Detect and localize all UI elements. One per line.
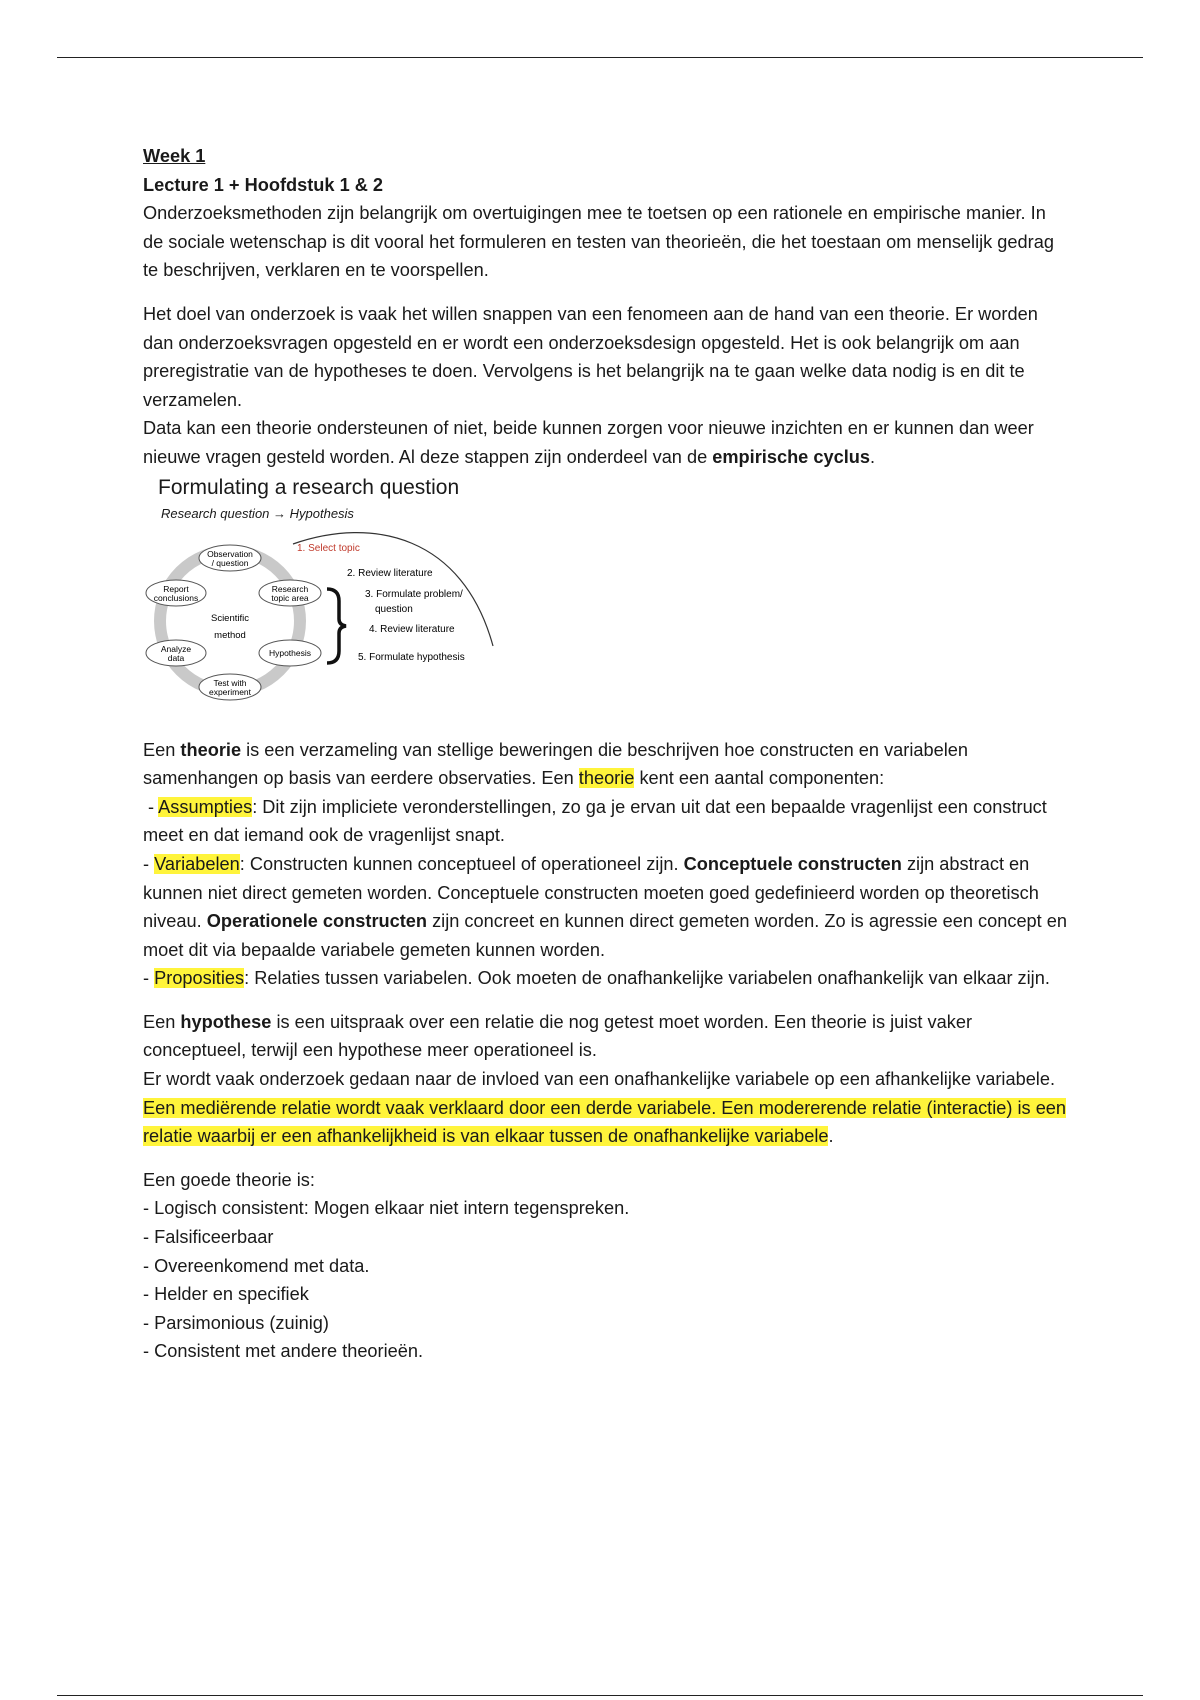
figure-subtitle: Research question → Hypothesis <box>161 505 354 521</box>
svg-text:Analyze: Analyze <box>160 643 192 654</box>
research-question-figure <box>143 476 495 726</box>
figure-title: Formulating a research question <box>158 475 460 499</box>
step-5: 5. Formulate hypothesis <box>358 651 465 663</box>
intro-paragraph: Onderzoeksmethoden zijn belangrijk om overtuigingen mee te toetsen op een rationele en empirische manier. In de sociale wetenschap is dit vooral het formuleren en testen van theorieën, die het toestaan om menselijk gedrag te beschrijven, verklaren en te voorspellen. <box>143 203 1054 281</box>
svg-text:Research: Research <box>271 583 309 594</box>
cycle-node-report <box>146 580 206 606</box>
good-theory-item: - Overeenkomend met data. <box>143 1255 370 1276</box>
mediation-paragraph: Een mediërende relatie wordt vaak verklaard door een derde variabele. Een modererende relatie (interactie) is een relatie waarbij er een afhankelijkheid is van elkaar tussen de onafhankelijke variabele. <box>143 1097 1067 1147</box>
good-theory-item: - Helder en specifiek <box>143 1284 309 1305</box>
good-theory-item: - Consistent met andere theorieën. <box>143 1341 424 1362</box>
svg-text:Observation: Observation <box>207 548 253 559</box>
assumpties-item: - Assumpties: Dit zijn impliciete veronderstellingen, zo ga je ervan uit dat een bepaalde vragenlijst een construct meet en dat iemand ook de vragenlijst snapt. <box>143 796 1047 846</box>
brace-icon <box>327 589 346 663</box>
step-3: 3. Formulate problem/ <box>365 588 463 600</box>
good-theory-item: - Parsimonious (zuinig) <box>143 1312 329 1333</box>
cycle-node-research-topic <box>259 580 321 606</box>
hypothesis-paragraph: Een hypothese is een uitspraak over een relatie die nog getest moet worden. Een theorie is juist vaker conceptueel, terwijl een hypothese meer operationeel is. <box>143 1011 973 1061</box>
good-theory-item: - Logisch consistent: Mogen elkaar niet intern tegenspreken. <box>143 1198 630 1219</box>
svg-text:experiment: experiment <box>208 686 252 697</box>
svg-text:conclusions: conclusions <box>153 592 199 603</box>
svg-text:Hypothesis: Hypothesis <box>268 647 312 658</box>
cycle-node-test <box>199 674 261 700</box>
lecture-heading: Lecture 1 + Hoofdstuk 1 & 2 <box>143 174 384 195</box>
theory-paragraph: Een theorie is een verzameling van stellige beweringen die beschrijven hoe constructen en variabelen samenhangen op basis van eerdere observaties. Een theorie kent een aantal componenten: <box>143 739 968 789</box>
proposities-item: - Proposities: Relaties tussen variabelen. Ook moeten de onafhankelijke variabelen onafhankelijk van elkaar zijn. <box>143 968 1050 989</box>
document-body <box>143 142 1068 1366</box>
research-goal-paragraph: Het doel van onderzoek is vaak het willen snappen van een fenomeen aan de hand van een theorie. Er worden dan onderzoeksvragen opgesteld en er wordt een onderzoeksdesign opgesteld. Het is ook belangrijk om aan preregistratie van de hypotheses te doen. Vervolgens is het belangrijk na te gaan welke data nodig is en dit te verzamelen. <box>143 303 1038 410</box>
cycle-center-label: Scientific <box>210 612 250 624</box>
step-2: 2. Review literature <box>347 567 433 579</box>
step-1: 1. Select topic <box>297 542 360 554</box>
scientific-method-diagram <box>143 476 495 726</box>
svg-text:topic area: topic area <box>271 592 309 603</box>
good-theory-item: - Falsificeerbaar <box>143 1227 274 1248</box>
cycle-node-analyze <box>146 640 206 666</box>
svg-text:Report: Report <box>163 583 189 594</box>
step-4: 4. Review literature <box>369 623 455 635</box>
svg-text:/ question: / question <box>211 557 249 568</box>
cycle-center-label-2: method <box>214 629 246 641</box>
svg-text:Test with: Test with <box>213 677 247 688</box>
cycle-node-observation <box>199 545 261 571</box>
svg-text:data: data <box>167 652 185 663</box>
variable-influence-paragraph: Er wordt vaak onderzoek gedaan naar de invloed van een onafhankelijke variabele op een afhankelijke variabele. <box>143 1069 1056 1090</box>
week-heading: Week 1 <box>143 146 206 166</box>
variabelen-item: - Variabelen: Constructen kunnen conceptueel of operationeel zijn. Conceptuele constructen zijn abstract en kunnen niet direct gemeten worden. Conceptuele constructen moeten goed gedefinieerd worden op theoretisch niveau. Operationele constructen zijn concreet en kunnen direct gemeten worden. Zo is agressie een concept en moet dit via bepaalde variabele gemeten kunnen worden. <box>143 853 1068 960</box>
cycle-node-hypothesis <box>259 640 321 666</box>
bottom-rule <box>57 1695 1143 1696</box>
good-theory-intro: Een goede theorie is: <box>143 1169 315 1190</box>
top-rule <box>57 57 1143 58</box>
empirical-cycle-paragraph: Data kan een theorie ondersteunen of niet, beide kunnen zorgen voor nieuwe inzichten en er kunnen dan weer nieuwe vragen gesteld worden. Al deze stappen zijn onderdeel van de empirische cyclus. <box>143 418 1034 467</box>
step-3b: question <box>375 603 413 615</box>
